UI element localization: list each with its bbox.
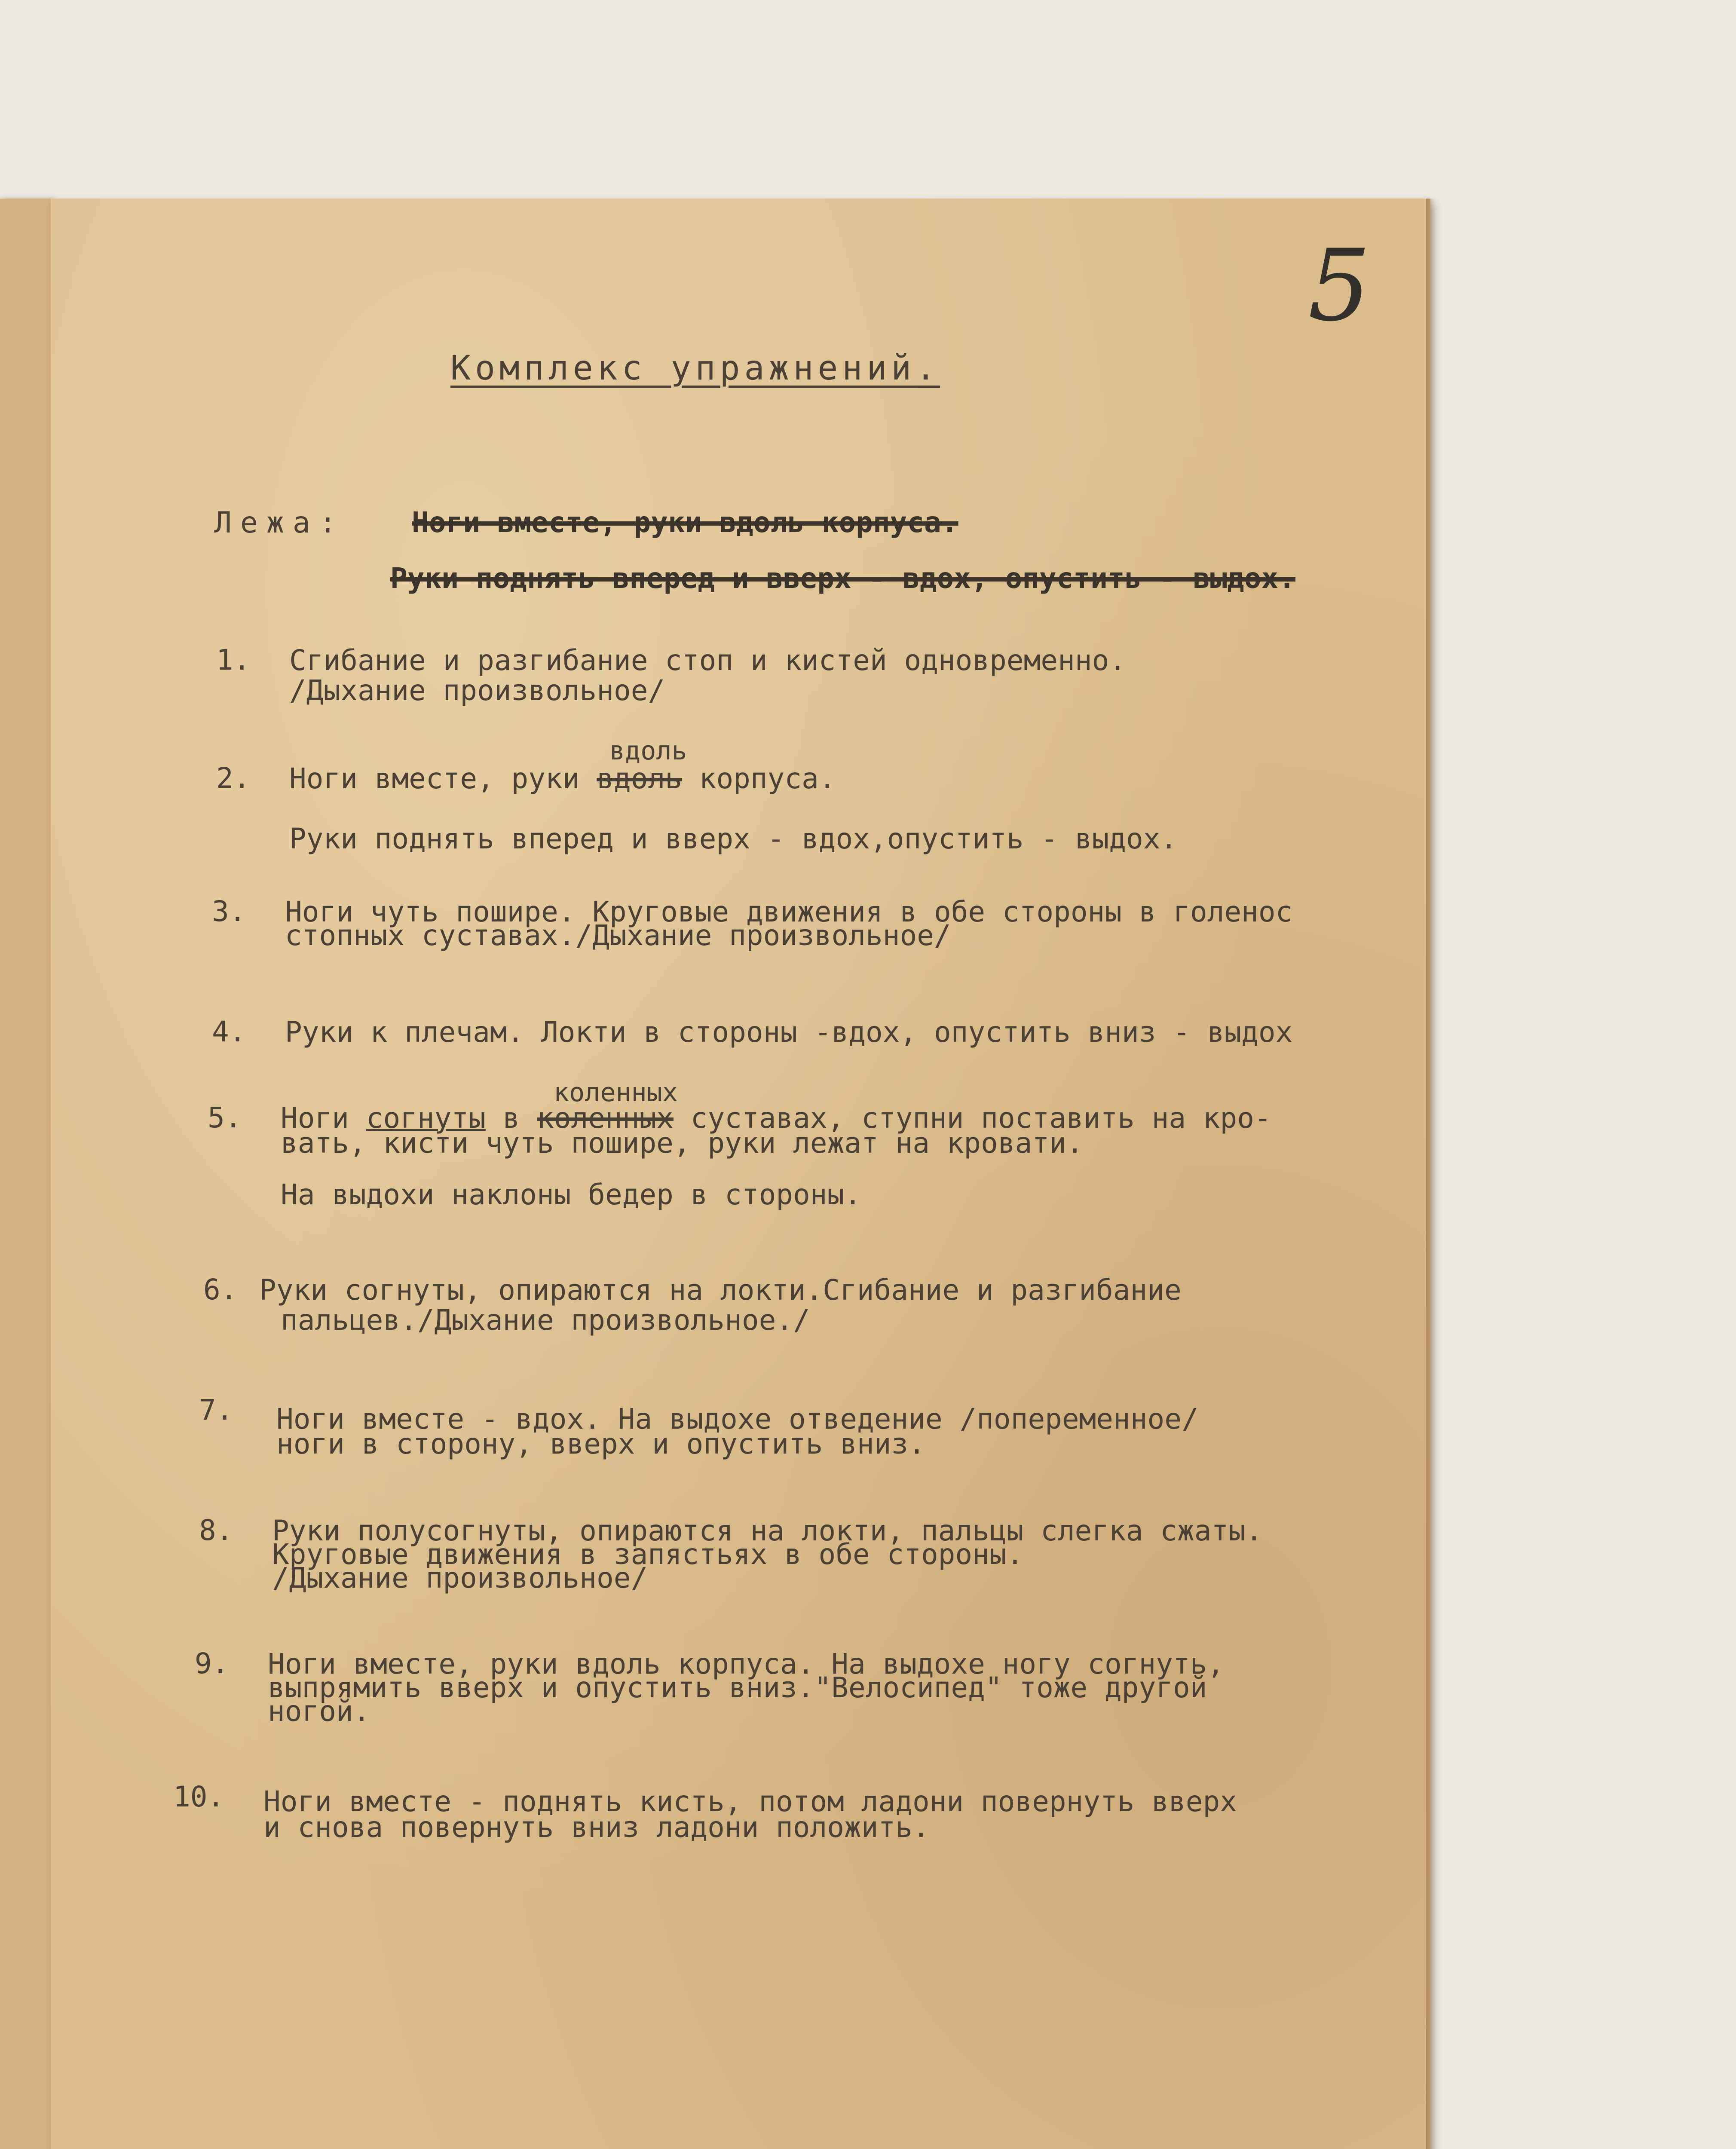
item-2-line-2: Руки поднять вперед и вверх - вдох,опустить - выдох.	[289, 822, 1178, 855]
document-page	[51, 199, 1430, 2149]
previous-page-edge	[0, 199, 52, 2149]
item-5-line-3: На выдохи наклоны бедер в стороны.	[281, 1178, 862, 1211]
item-number-10: 10.	[173, 1780, 225, 1813]
item-10-text	[263, 1785, 1237, 1845]
item-5-line-1-b: в	[502, 1102, 520, 1135]
item-1-text	[289, 643, 1126, 708]
item-2-line-1	[289, 762, 1177, 796]
item-1-line-2: /Дыхание произвольное/	[289, 674, 665, 707]
page-number: 5	[1308, 229, 1371, 343]
item-number-6: 6.	[203, 1273, 238, 1306]
item-4-line-1: Руки к плечам. Локти в стороны -вдох, опустить вниз - выдох	[285, 1016, 1293, 1049]
item-number-4: 4.	[212, 1015, 246, 1048]
item-4-text	[285, 1015, 1292, 1050]
page-shadow-edge	[1426, 199, 1435, 2149]
item-2-line-1-a: Ноги вместе, руки	[289, 762, 580, 795]
item-7-line-2: ноги в сторону, вверх и опустить вниз.	[276, 1427, 925, 1460]
item-number-5: 5.	[208, 1101, 242, 1134]
item-8-line-3: /Дыхание произвольное/	[272, 1561, 648, 1595]
item-3-line-1: Ноги чуть пошире. Круговые движения в обе стороны в голенос	[285, 895, 1293, 928]
item-10-line-2: и снова повернуть вниз ладони положить.	[263, 1811, 930, 1844]
item-9-line-2: выпрямить вверх и опустить вниз."Велосипед" тоже другой	[268, 1671, 1207, 1704]
item-1-line-1: Сгибание и разгибание стоп и кистей одновременно.	[289, 644, 1127, 677]
item-6-text	[259, 1273, 1182, 1338]
item-5-insert: коленных	[554, 1078, 678, 1108]
item-2-struck-word: вдоль	[597, 762, 682, 795]
item-number-7: 7.	[199, 1393, 233, 1427]
item-5-text	[281, 1101, 1271, 1212]
item-number-3: 3.	[212, 895, 246, 928]
item-8-line-2: Круговые движения в запястьях в обе стороны.	[272, 1538, 1024, 1571]
item-number-2: 2.	[216, 762, 251, 795]
item-5-struck-word: коленных	[537, 1102, 674, 1135]
item-number-1: 1.	[216, 643, 251, 677]
item-9-line-3: ногой.	[268, 1695, 370, 1728]
item-5-line-2: вать, кисти чуть пошире, руки лежат на кровати.	[281, 1127, 1084, 1160]
item-9-line-1: Ноги вместе, руки вдоль корпуса. На выдохе ногу согнуть,	[268, 1647, 1225, 1681]
item-5-underlined-word: согнуты	[366, 1102, 486, 1135]
struck-out-line-2: Руки поднять вперед и вверх - вдох, опустить - выдох.	[390, 562, 1295, 595]
item-3-text	[285, 895, 1292, 953]
item-5-line-1-a: Ноги	[281, 1102, 349, 1135]
item-2-insert: вдоль	[609, 736, 687, 766]
item-6-line-1: Руки согнуты, опираются на локти.Сгибание и разгибание	[259, 1273, 1182, 1307]
intro-label: Лежа:	[214, 506, 345, 540]
item-number-8: 8.	[199, 1514, 233, 1547]
item-5-line-1-c: суставах, ступни поставить на кро-	[690, 1102, 1271, 1135]
struck-out-line-1: Ноги вместе, руки вдоль корпуса.	[412, 506, 958, 539]
item-7-text	[276, 1402, 1199, 1461]
item-10-line-1: Ноги вместе - поднять кисть, потом ладони повернуть вверх	[263, 1785, 1237, 1818]
document-title: Комплекс упражнений.	[450, 349, 940, 388]
item-number-9: 9.	[195, 1647, 229, 1680]
item-2-line-1-b: корпуса.	[699, 762, 836, 795]
item-8-text	[272, 1514, 1263, 1595]
item-2-text	[289, 762, 1177, 856]
item-3-line-2: стопных суставах./Дыхание произвольное/	[285, 919, 951, 952]
item-7-line-1: Ноги вместе - вдох. На выдохе отведение /попеременное/	[276, 1402, 1199, 1436]
item-9-text	[268, 1647, 1224, 1729]
item-8-line-1: Руки полусогнуты, опираются на локти, пальцы слегка сжаты.	[272, 1514, 1263, 1547]
item-6-line-2: пальцев./Дыхание произвольное./	[281, 1304, 810, 1337]
